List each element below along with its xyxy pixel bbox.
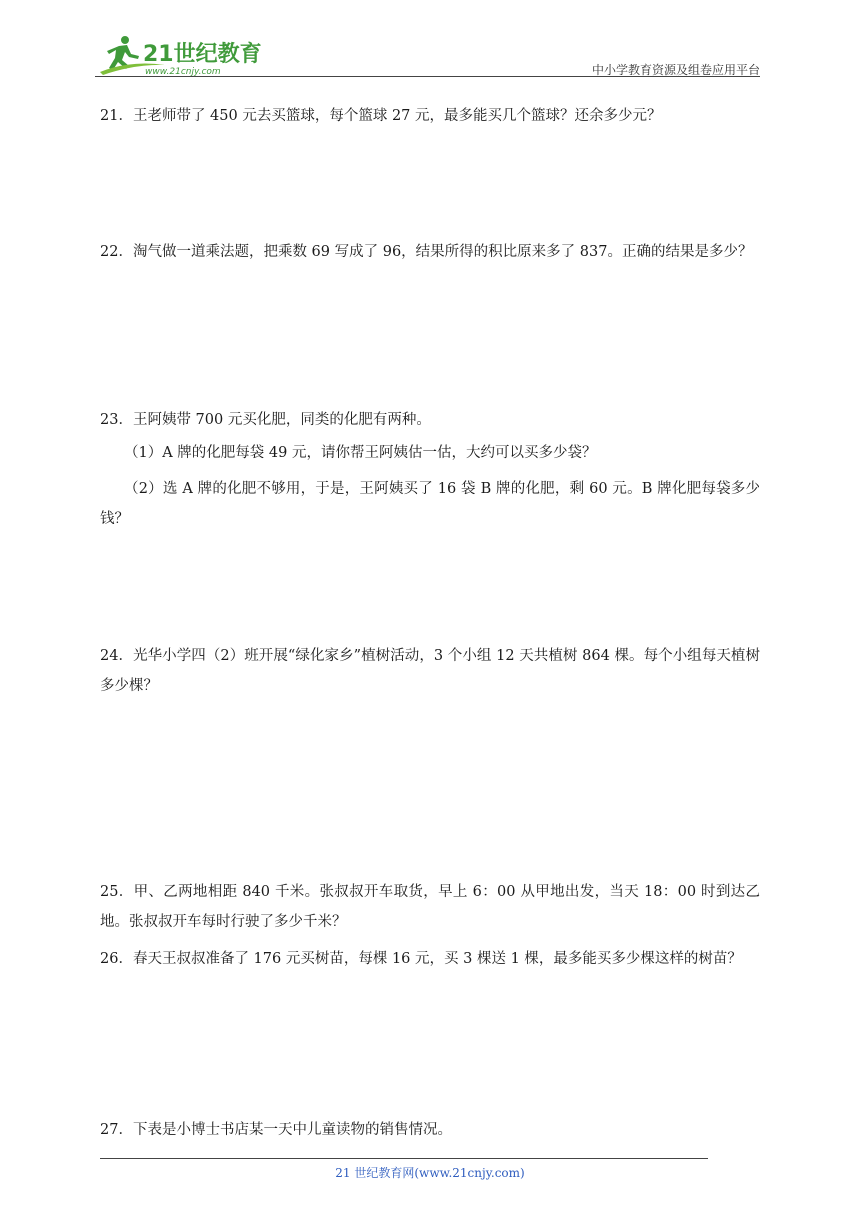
- question-21: 21．王老师带了 450 元去买篮球，每个篮球 27 元，最多能买几个篮球？还余多少元？: [100, 108, 662, 124]
- question-23-part-2: （2）选 A 牌的化肥不够用，于是，王阿姨买了 16 袋 B 牌的化肥，剩 60 元。B 牌化肥每袋多少钱？: [100, 481, 760, 527]
- footer-divider: [100, 1158, 708, 1159]
- question-23: 23．王阿姨带 700 元买化肥，同类的化肥有两种。: [100, 412, 431, 428]
- question-23-part-1: （1）A 牌的化肥每袋 49 元，请你帮王阿姨估一估，大约可以买多少袋？: [124, 445, 597, 461]
- question-25: 25．甲、乙两地相距 840 千米。张叔叔开车取货，早上 6：00 从甲地出发，当天 18：00 时到达乙地。张叔叔开车每时行驶了多少千米？: [100, 884, 760, 930]
- question-22: 22．淘气做一道乘法题，把乘数 69 写成了 96，结果所得的积比原来多了 837。正确的结果是多少？: [100, 244, 753, 260]
- logo-text: 21世纪教育: [143, 42, 262, 67]
- question-27: 27．下表是小博士书店某一天中儿童读物的销售情况。: [100, 1122, 452, 1138]
- site-name: 中小学教育资源及组卷应用平台: [591, 63, 760, 77]
- question-24: 24．光华小学四（2）班开展“绿化家乡”植树活动，3 个小组 12 天共植树 864 棵。每个小组每天植树多少棵？: [100, 648, 760, 694]
- footer-link[interactable]: 21 世纪教育网(www.21cnjy.com): [335, 1166, 525, 1180]
- question-26: 26．春天王叔叔准备了 176 元买树苗，每棵 16 元，买 3 棵送 1 棵，最多能买多少棵这样的树苗？: [100, 951, 742, 967]
- page-header: [95, 32, 760, 78]
- logo-url: www.21cnjy.com: [145, 67, 221, 77]
- logo: [95, 32, 265, 78]
- header-divider: [95, 76, 760, 77]
